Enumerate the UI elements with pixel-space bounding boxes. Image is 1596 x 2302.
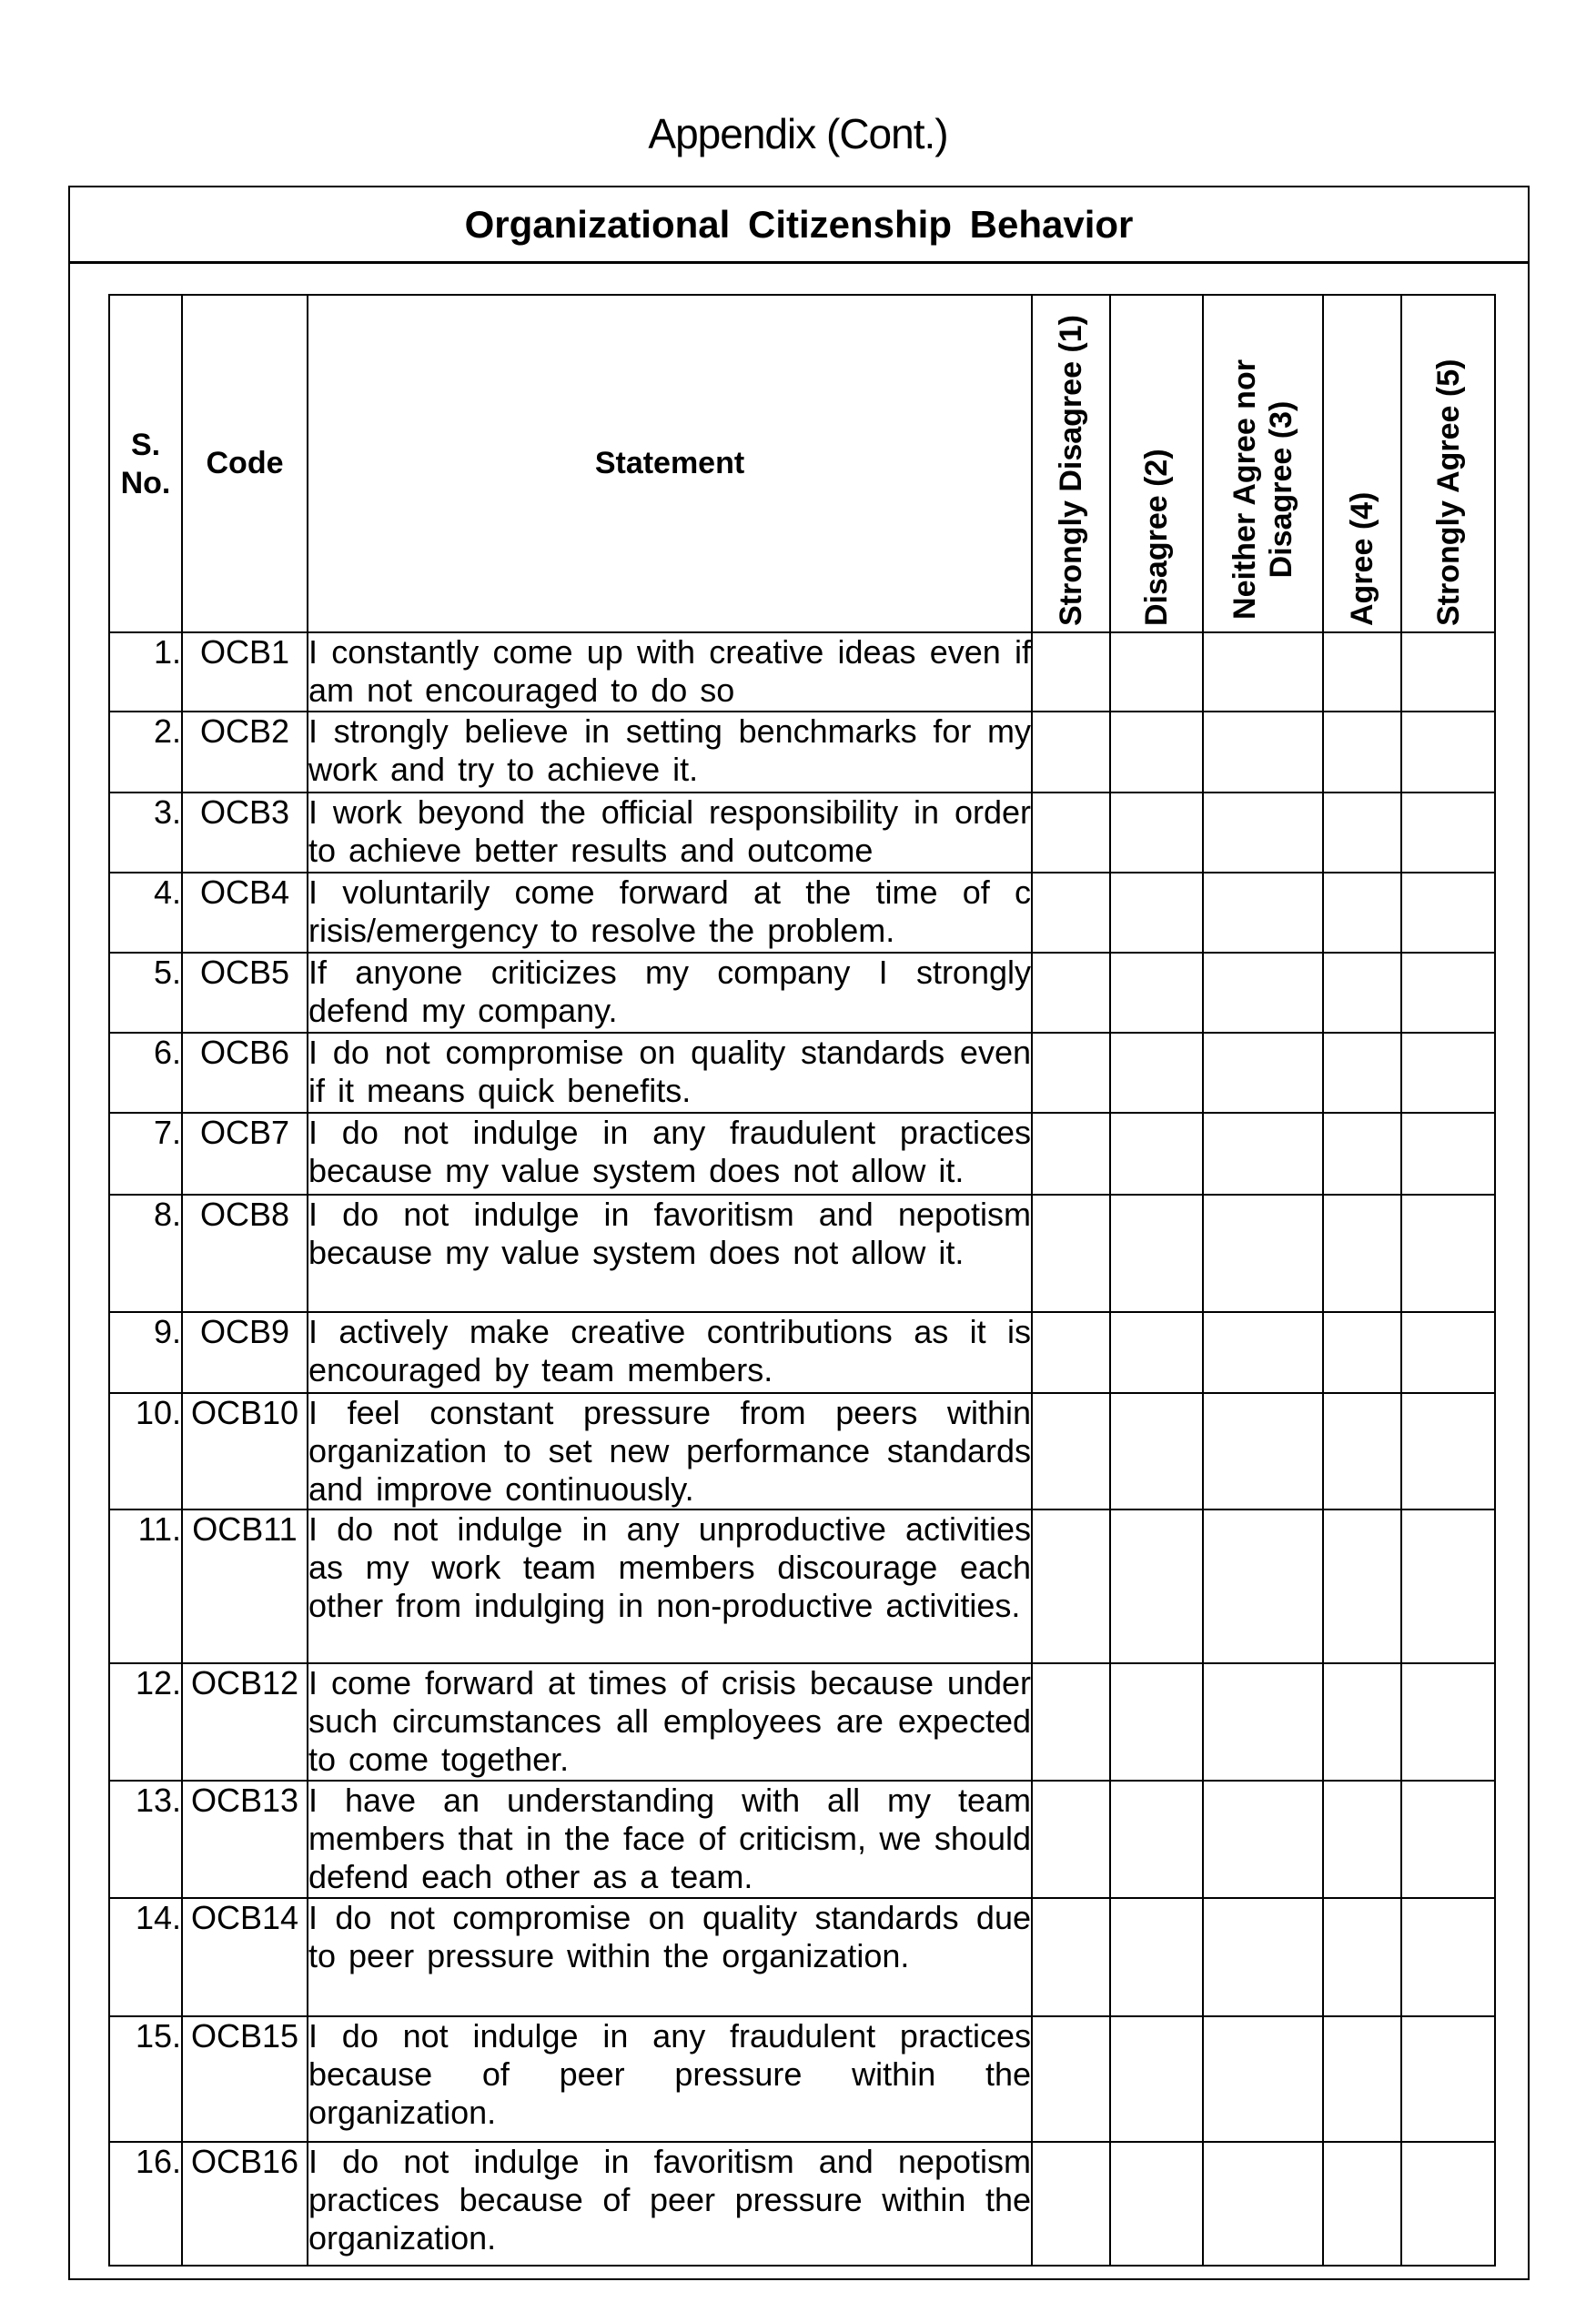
response-cell-neutral[interactable]: [1203, 2016, 1323, 2142]
header-code: Code: [182, 295, 308, 632]
item-statement: I do not indulge in favoritism and nepotism practices because of peer pressure within the organization.: [308, 2142, 1032, 2266]
header-neutral: Neither Agree nor Disagree (3): [1203, 295, 1323, 632]
response-cell-strongly-agree[interactable]: [1401, 1898, 1495, 2016]
response-cell-agree[interactable]: [1323, 1033, 1401, 1113]
row-number: 14.: [109, 1898, 182, 2016]
row-number: 7.: [109, 1113, 182, 1195]
ocb-survey-table: [108, 294, 1496, 2267]
row-number: 8.: [109, 1195, 182, 1312]
item-code: OCB11: [182, 1509, 308, 1663]
response-cell-disagree[interactable]: [1110, 1898, 1203, 2016]
item-statement: I do not indulge in any unproductive activities as my work team members discourage each other from indulging in non-productive activities.: [308, 1509, 1032, 1663]
item-code: OCB16: [182, 2142, 308, 2266]
item-statement: I do not indulge in favoritism and nepotism because my value system does not allow it.: [308, 1195, 1032, 1312]
item-code: OCB14: [182, 1898, 308, 2016]
response-cell-agree[interactable]: [1323, 1113, 1401, 1195]
row-number: 9.: [109, 1312, 182, 1393]
response-cell-agree[interactable]: [1323, 1781, 1401, 1898]
ocb-section: [68, 186, 1530, 2280]
item-statement: I work beyond the official responsibility in order to achieve better results and outcome: [308, 793, 1032, 873]
row-number: 12.: [109, 1663, 182, 1781]
response-cell-neutral[interactable]: [1203, 1033, 1323, 1113]
table-row: [109, 2016, 1495, 2142]
response-cell-disagree[interactable]: [1110, 2016, 1203, 2142]
table-row: [109, 1312, 1495, 1393]
response-cell-neutral[interactable]: [1203, 1113, 1323, 1195]
response-cell-strongly-disagree[interactable]: [1032, 1312, 1110, 1393]
response-cell-strongly-agree[interactable]: [1401, 1509, 1495, 1663]
table-row: [109, 1393, 1495, 1509]
item-statement: I actively make creative contributions as it is encouraged by team members.: [308, 1312, 1032, 1393]
header-strongly-agree: Strongly Agree (5): [1401, 295, 1495, 632]
response-cell-disagree[interactable]: [1110, 1393, 1203, 1509]
row-number: 15.: [109, 2016, 182, 2142]
response-cell-strongly-agree[interactable]: [1401, 1312, 1495, 1393]
response-cell-disagree[interactable]: [1110, 793, 1203, 873]
item-statement: I do not indulge in any fraudulent practices because of peer pressure within the organization.: [308, 2016, 1032, 2142]
table-row: [109, 873, 1495, 953]
response-cell-strongly-agree[interactable]: [1401, 632, 1495, 712]
response-cell-strongly-agree[interactable]: [1401, 793, 1495, 873]
table-row: [109, 1033, 1495, 1113]
response-cell-disagree[interactable]: [1110, 1113, 1203, 1195]
response-cell-strongly-disagree[interactable]: [1032, 712, 1110, 793]
row-number: 16.: [109, 2142, 182, 2266]
item-statement: I have an understanding with all my team members that in the face of criticism, we should defend each other as a team.: [308, 1781, 1032, 1898]
item-statement: I feel constant pressure from peers within organization to set new performance standards and improve continuously.: [308, 1394, 1031, 1508]
item-code: OCB7: [182, 1113, 308, 1195]
response-cell-agree[interactable]: [1323, 793, 1401, 873]
response-cell-strongly-agree[interactable]: [1401, 953, 1495, 1033]
item-code: OCB5: [182, 953, 308, 1033]
item-statement: I do not compromise on quality standards due to peer pressure within the organization.: [308, 1898, 1032, 2016]
response-cell-disagree[interactable]: [1110, 873, 1203, 953]
row-number: 10.: [109, 1393, 182, 1509]
response-cell-strongly-disagree[interactable]: [1032, 953, 1110, 1033]
row-number: 1.: [109, 632, 182, 712]
response-cell-agree[interactable]: [1323, 1663, 1401, 1781]
header-disagree: Disagree (2): [1110, 295, 1203, 632]
row-number: 2.: [109, 712, 182, 793]
response-cell-strongly-agree[interactable]: [1401, 1781, 1495, 1898]
response-cell-strongly-agree[interactable]: [1401, 873, 1495, 953]
table-row: [109, 1898, 1495, 2016]
item-code: OCB13: [182, 1781, 308, 1898]
table-row: [109, 1781, 1495, 1898]
item-statement: I do not indulge in any fraudulent practices because my value system does not allow it.: [308, 1113, 1032, 1195]
row-number: 13.: [109, 1781, 182, 1898]
response-cell-strongly-disagree[interactable]: [1032, 1195, 1110, 1312]
item-code: OCB12: [182, 1663, 308, 1781]
response-cell-strongly-disagree[interactable]: [1032, 1033, 1110, 1113]
response-cell-strongly-disagree[interactable]: [1032, 2016, 1110, 2142]
item-code: OCB4: [182, 873, 308, 953]
response-cell-disagree[interactable]: [1110, 1663, 1203, 1781]
response-cell-agree[interactable]: [1323, 1312, 1401, 1393]
table-row: [109, 953, 1495, 1033]
response-cell-strongly-agree[interactable]: [1401, 1033, 1495, 1113]
row-number: 11.: [109, 1509, 182, 1663]
item-code: OCB10: [182, 1393, 308, 1509]
item-statement: I voluntarily come forward at the time of c risis/emergency to resolve the problem.: [308, 873, 1032, 953]
table-row: [109, 1195, 1495, 1312]
table-row: [109, 1113, 1495, 1195]
response-cell-neutral[interactable]: [1203, 2142, 1323, 2266]
section-title: Organizational Citizenship Behavior: [70, 187, 1528, 264]
item-code: OCB8: [182, 1195, 308, 1312]
response-cell-neutral[interactable]: [1203, 793, 1323, 873]
item-code: OCB3: [182, 793, 308, 873]
response-cell-strongly-disagree[interactable]: [1032, 1393, 1110, 1509]
table-row: [109, 793, 1495, 873]
response-cell-strongly-disagree[interactable]: [1032, 1509, 1110, 1663]
response-cell-strongly-agree[interactable]: [1401, 2142, 1495, 2266]
header-statement: Statement: [308, 295, 1032, 632]
item-statement: I come forward at times of crisis because under such circumstances all employees are expected to come together.: [308, 1663, 1032, 1781]
response-cell-disagree[interactable]: [1110, 632, 1203, 712]
table-row: [109, 2142, 1495, 2266]
response-cell-agree[interactable]: [1323, 953, 1401, 1033]
response-cell-strongly-disagree[interactable]: [1032, 873, 1110, 953]
item-code: OCB15: [182, 2016, 308, 2142]
item-code: OCB1: [182, 632, 308, 712]
table-row: [109, 1663, 1495, 1781]
response-cell-strongly-disagree[interactable]: [1032, 793, 1110, 873]
response-cell-neutral[interactable]: [1203, 1509, 1323, 1663]
response-cell-disagree[interactable]: [1110, 1312, 1203, 1393]
response-cell-strongly-disagree[interactable]: [1032, 1113, 1110, 1195]
response-cell-agree[interactable]: [1323, 1898, 1401, 2016]
response-cell-neutral[interactable]: [1203, 953, 1323, 1033]
response-cell-disagree[interactable]: [1110, 953, 1203, 1033]
item-code: OCB6: [182, 1033, 308, 1113]
response-cell-agree[interactable]: [1323, 632, 1401, 712]
header-sno: S. No.: [109, 295, 182, 632]
response-cell-neutral[interactable]: [1203, 1312, 1323, 1393]
response-cell-neutral[interactable]: [1203, 712, 1323, 793]
table-row: [109, 1509, 1495, 1663]
response-cell-agree[interactable]: [1323, 1393, 1401, 1509]
response-cell-strongly-disagree[interactable]: [1032, 1781, 1110, 1898]
response-cell-neutral[interactable]: [1203, 1393, 1323, 1509]
response-cell-strongly-disagree[interactable]: [1032, 2142, 1110, 2266]
response-cell-neutral[interactable]: [1203, 1195, 1323, 1312]
row-number: 3.: [109, 793, 182, 873]
response-cell-strongly-agree[interactable]: [1401, 2016, 1495, 2142]
item-statement: I do not compromise on quality standards even if it means quick benefits.: [308, 1033, 1032, 1113]
response-cell-disagree[interactable]: [1110, 712, 1203, 793]
item-statement: I strongly believe in setting benchmarks for my work and try to achieve it.: [308, 712, 1032, 793]
row-number: 6.: [109, 1033, 182, 1113]
response-cell-disagree[interactable]: [1110, 1781, 1203, 1898]
page-title: Appendix (Cont.): [648, 110, 948, 157]
response-cell-neutral[interactable]: [1203, 1898, 1323, 2016]
row-number: 4.: [109, 873, 182, 953]
response-cell-agree[interactable]: [1323, 712, 1401, 793]
response-cell-strongly-agree[interactable]: [1401, 1113, 1495, 1195]
item-statement: I constantly come up with creative ideas even if am not encouraged to do so: [308, 632, 1032, 712]
response-cell-neutral[interactable]: [1203, 1663, 1323, 1781]
response-cell-strongly-agree[interactable]: [1401, 1195, 1495, 1312]
response-cell-strongly-disagree[interactable]: [1032, 1663, 1110, 1781]
table-row: [109, 712, 1495, 793]
item-code: OCB9: [182, 1312, 308, 1393]
response-cell-agree[interactable]: [1323, 1509, 1401, 1663]
row-number: 5.: [109, 953, 182, 1033]
response-cell-strongly-disagree[interactable]: [1032, 1898, 1110, 2016]
header-strongly-disagree: Strongly Disagree (1): [1032, 295, 1110, 632]
response-cell-agree[interactable]: [1323, 1195, 1401, 1312]
response-cell-agree[interactable]: [1323, 873, 1401, 953]
header-row: [109, 295, 1495, 632]
response-cell-strongly-agree[interactable]: [1401, 1393, 1495, 1509]
response-cell-agree[interactable]: [1323, 2016, 1401, 2142]
response-cell-disagree[interactable]: [1110, 1195, 1203, 1312]
response-cell-strongly-agree[interactable]: [1401, 712, 1495, 793]
table-row: [109, 632, 1495, 712]
response-cell-neutral[interactable]: [1203, 632, 1323, 712]
item-statement: If anyone criticizes my company I strongly defend my company.: [308, 953, 1032, 1033]
response-cell-strongly-disagree[interactable]: [1032, 632, 1110, 712]
header-agree: Agree (4): [1323, 295, 1401, 632]
response-cell-strongly-agree[interactable]: [1401, 1663, 1495, 1781]
response-cell-neutral[interactable]: [1203, 873, 1323, 953]
response-cell-disagree[interactable]: [1110, 1509, 1203, 1663]
response-cell-disagree[interactable]: [1110, 2142, 1203, 2266]
item-code: OCB2: [182, 712, 308, 793]
response-cell-agree[interactable]: [1323, 2142, 1401, 2266]
response-cell-disagree[interactable]: [1110, 1033, 1203, 1113]
response-cell-neutral[interactable]: [1203, 1781, 1323, 1898]
